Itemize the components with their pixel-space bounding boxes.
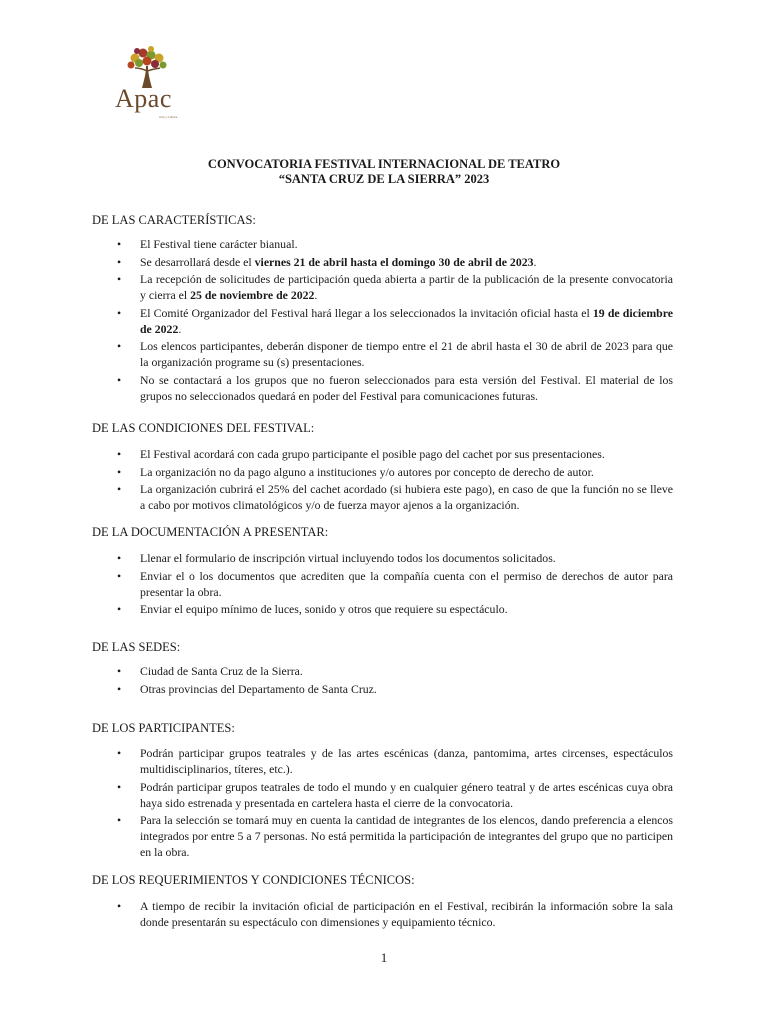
participantes-list (0, 745, 673, 862)
bullet-icon: • (117, 464, 122, 479)
page-number: 1 (380, 950, 388, 965)
bullet-icon: • (117, 237, 122, 251)
list-item: • El Festival acordará con cada grupo participante el posible pago del cachet por sus presentaciones. (117, 447, 605, 461)
list-item: • Otras provincias del Departamento de Santa Cruz. (117, 681, 377, 696)
bullet-icon: • (117, 551, 122, 565)
list-item: • Para la selección se tomará muy en cuenta la cantidad de integrantes de los elencos, dando preferencia a elencos integrados por entre 5 a 7 personas. No está permitida la participación de integrantes del grupo que no participen en la obra. (117, 813, 673, 859)
section-heading-documentacion: DE LA DOCUMENTACIÓN A PRESENTAR: (92, 525, 329, 539)
section-heading-participantes: DE LOS PARTICIPANTES: (92, 721, 235, 735)
list-item: • Ciudad de Santa Cruz de la Sierra. (117, 664, 303, 678)
list-item: • Podrán participar grupos teatrales de todo el mundo y en cualquier género teatral y de artes escénicas cuya obra haya sido estrenada y presentada en cartelera hasta el cierre de la convocatoria. (117, 779, 673, 810)
documentacion-list (0, 550, 673, 619)
list-item: • Los elencos participantes, deberán disponer de tiempo entre el 21 de abril hasta el 30 de abril de 2023 para que la organización programe su (s) presentaciones. (117, 339, 673, 369)
bullet-icon: • (117, 339, 122, 353)
list-item: • Se desarrollará desde el viernes 21 de abril hasta el domingo 30 de abril de 2023. (117, 254, 537, 269)
list-item: • A tiempo de recibir la invitación oficial de participación en el Festival, recibirán la información sobre la sala donde presentarán su espectáculo con dimensiones y equipamiento técnico. (117, 899, 673, 929)
list-item: • Enviar el equipo mínimo de luces, sonido y otros que requiere su espectáculo. (117, 602, 508, 616)
list-item: • Podrán participar grupos teatrales y de las artes escénicas (danza, pantomima, artes circenses, espectáculos multidisciplinarios, títeres, etc.). (117, 746, 673, 776)
section-heading-sedes: DE LAS SEDES: (92, 640, 181, 654)
bullet-icon: • (117, 482, 122, 496)
condiciones-list (0, 446, 673, 515)
bullet-icon: • (117, 779, 122, 794)
list-item: • El Festival tiene carácter bianual. (117, 237, 298, 251)
caracteristicas-list (0, 236, 673, 405)
section-heading-caracteristicas: DE LAS CARACTERÍSTICAS: (92, 213, 256, 227)
bullet-icon: • (117, 254, 122, 269)
document-subtitle: “SANTA CRUZ DE LA SIERRA” 2023 (278, 172, 490, 186)
section-heading-condiciones: DE LAS CONDICIONES DEL FESTIVAL: (92, 421, 315, 435)
bullet-icon: • (117, 664, 122, 678)
list-item: • Enviar el o los documentos que acrediten que la compañía cuenta con el permiso de derechos de autor para presentar la obra. (117, 568, 673, 599)
bullet-icon: • (117, 746, 122, 760)
bullet-icon: • (117, 899, 122, 913)
list-item: • No se contactará a los grupos que no fueron seleccionados para esta versión del Festival. El material de los grupos no seleccionados quedará en poder del Festival para comunicaciones futuras. (117, 372, 673, 403)
document-title: CONVOCATORIA FESTIVAL INTERNACIONAL DE TEATRO (207, 157, 561, 171)
bullet-icon: • (117, 602, 122, 616)
bullet-icon: • (117, 372, 122, 387)
list-item: • Llenar el formulario de inscripción virtual incluyendo todos los documentos solicitados. (117, 551, 556, 565)
sedes-list (0, 663, 673, 698)
requerimientos-list (0, 898, 673, 932)
logo-wordmark: Apac (115, 84, 172, 113)
list-item: • La organización no da pago alguno a instituciones y/o autores por concepto de derecho de autor. (117, 464, 594, 479)
bullet-icon: • (117, 447, 122, 461)
bullet-icon: • (117, 272, 122, 286)
list-item: • La recepción de solicitudes de participación queda abierta a partir de la publicación de la presente convocatoria y cierra el 25 de noviembre de 2022. (117, 272, 673, 302)
section-heading-requerimientos: DE LOS REQUERIMIENTOS Y CONDICIONES TÉCNICOS: (92, 873, 415, 887)
list-item: • El Comité Organizador del Festival hará llegar a los seleccionados la invitación oficial hasta el 19 de diciembre de 2022. (117, 305, 673, 336)
bullet-icon: • (117, 813, 122, 827)
logo-tagline: Arte y Cultura (159, 115, 178, 119)
bullet-icon: • (117, 568, 122, 583)
bullet-icon: • (117, 681, 122, 696)
bullet-icon: • (117, 305, 122, 320)
list-item: • La organización cubrirá el 25% del cachet acordado (si hubiera este pago), en caso de que la función no se lleve a cabo por motivos climatológicos y/o de fuerza mayor ajenos a la organización. (117, 482, 673, 512)
apac-logo (115, 44, 185, 120)
